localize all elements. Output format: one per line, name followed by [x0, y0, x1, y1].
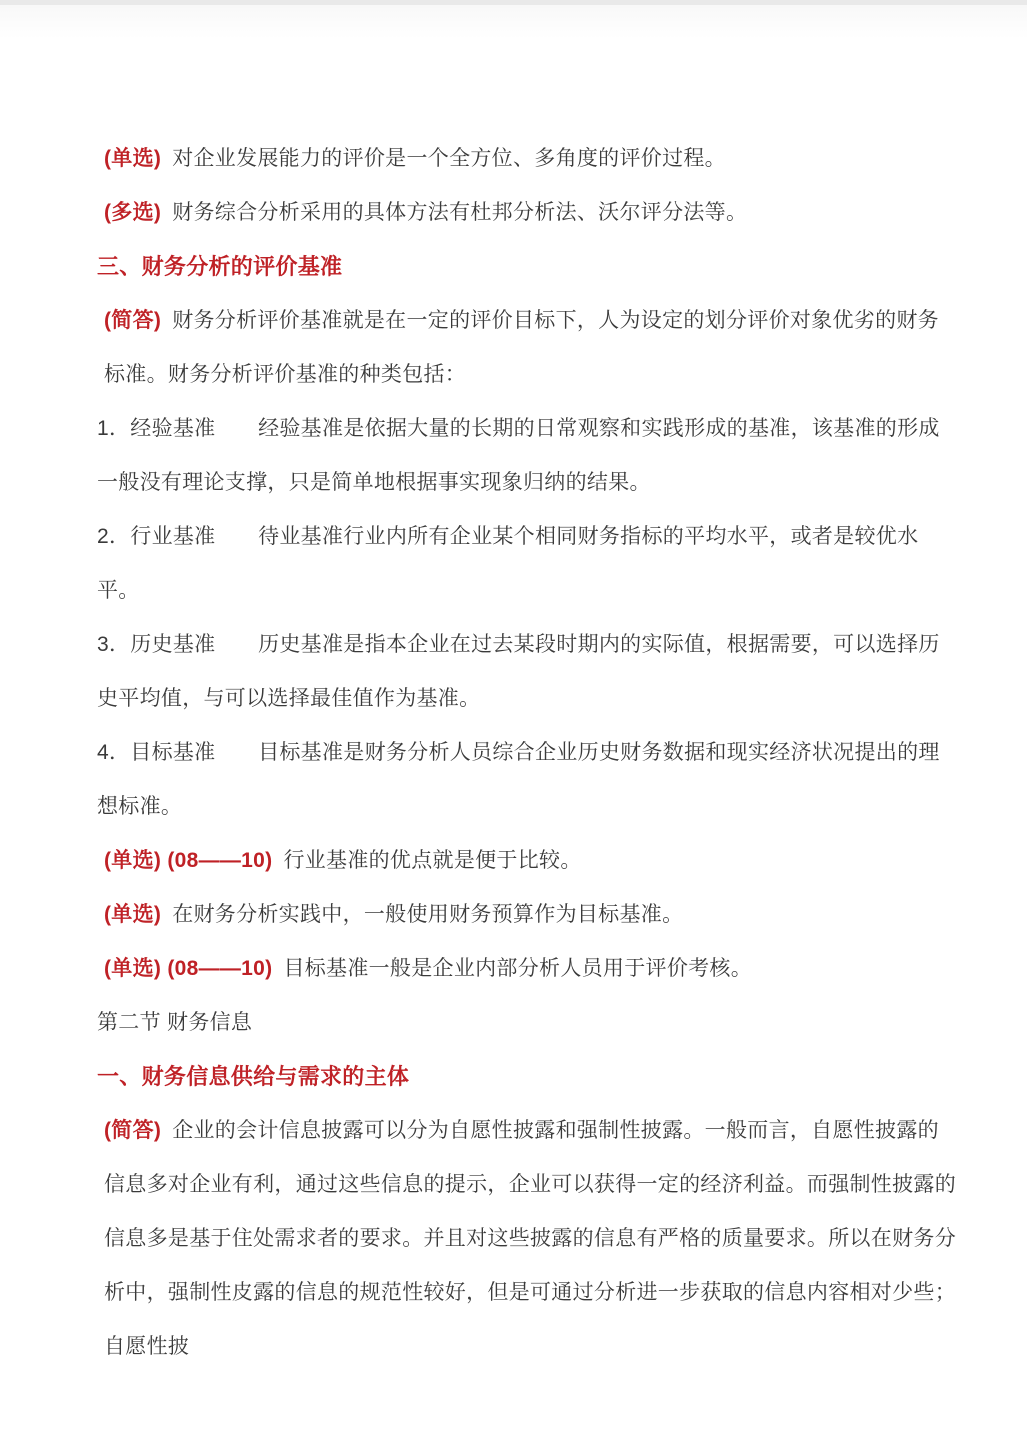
page-top-shading — [0, 5, 1027, 39]
qa-text: 在财务分析实践中，一般使用财务预算作为目标基准。 — [172, 903, 684, 926]
section-heading-evaluation-benchmark: 三、财务分析的评价基准 — [97, 254, 343, 279]
qa-text: 财务综合分析采用的具体方法有杜邦分析法、沃尔评分法等。 — [172, 201, 748, 224]
qa-text: 目标基准一般是企业内部分析人员用于评价考核。 — [283, 957, 753, 980]
question-type-tag: (单选) (08——10) — [104, 957, 273, 980]
question-type-tag: (多选) — [104, 201, 162, 224]
qa-item-short-answer-2 — [97, 1104, 957, 1374]
question-type-tag: (简答) — [104, 309, 162, 332]
section-heading-supply-demand-subjects: 一、财务信息供给与需求的主体 — [97, 1064, 410, 1089]
list-item-target-benchmark: 4．目标基准 目标基准是财务分析人员综合企业历史财务数据和现实经济状况提出的理想标准。 — [97, 741, 940, 818]
qa-item-short-answer-1 — [97, 294, 957, 402]
qa-item-single-choice-2 — [97, 834, 957, 888]
list-item-history-benchmark: 3．历史基准 历史基准是指本企业在过去某段时期内的实际值，根据需要，可以选择历史平均值，与可以选择最佳值作为基准。 — [97, 633, 940, 710]
list-item-experience-benchmark: 1．经验基准 经验基准是依据大量的长期的日常观察和实践形成的基准，该基准的形成一般没有理论支撑，只是简单地根据事实现象归纳的结果。 — [97, 417, 940, 494]
question-type-tag: (简答) — [104, 1119, 162, 1142]
qa-item-single-choice-4 — [97, 942, 957, 996]
list-item-industry-benchmark: 2．行业基准 待业基准行业内所有企业某个相同财务指标的平均水平，或者是较优水平。 — [97, 525, 919, 602]
qa-item-single-choice-3 — [97, 888, 957, 942]
question-type-tag: (单选) (08——10) — [104, 849, 273, 872]
qa-text: 企业的会计信息披露可以分为自愿性披露和强制性披露。一般而言，自愿性披露的信息多对企业有利，通过这些信息的提示，企业可以获得一定的经济利益。而强制性披露的信息多是基于住处需求者的要求。并且对这些披露的信息有严格的质量要求。所以在财务分析中，强制性皮露的信息的规范性较好，但是可通过分析进一步获取的信息内容相对少些；自愿性披 — [104, 1119, 956, 1358]
qa-item-single-choice-1 — [97, 132, 957, 186]
qa-item-multi-choice — [97, 186, 957, 240]
question-type-tag: (单选) — [104, 903, 162, 926]
qa-text: 行业基准的优点就是便于比较。 — [283, 849, 582, 872]
document-content — [0, 39, 1027, 1374]
section-title-financial-information: 第二节 财务信息 — [97, 1011, 253, 1034]
question-type-tag: (单选) — [104, 147, 162, 170]
qa-text: 对企业发展能力的评价是一个全方位、多角度的评价过程。 — [172, 147, 726, 170]
qa-text: 财务分析评价基准就是在一定的评价目标下，人为设定的划分评价对象优劣的财务标准。财务分析评价基准的种类包括： — [104, 309, 939, 386]
